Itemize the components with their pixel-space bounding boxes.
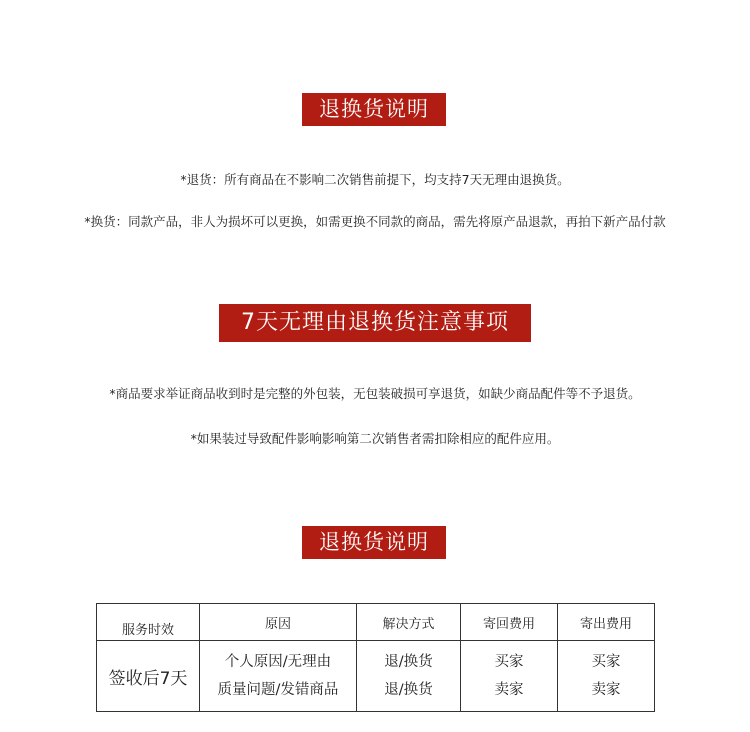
header-service-period: 服务时效 <box>97 604 200 641</box>
header-return-cost: 寄回费用 <box>461 604 558 641</box>
table-row <box>97 641 655 712</box>
header-solution: 解决方式 <box>357 604 461 641</box>
return-cost-quality: 卖家 <box>494 682 524 698</box>
service-table-banner: 退换货说明 <box>302 526 446 559</box>
solution-quality: 退/换货 <box>384 682 433 698</box>
note-accessories-text: *如果装过导致配件影响影响第二次销售者需扣除相应的配件应用。 <box>190 431 560 446</box>
reason-personal: 个人原因/无理由 <box>224 654 332 670</box>
exchange-policy-text: *换货：同款产品，非人为损坏可以更换，如需更换不同款的商品，需先将原产品退款，再拍下新产品付款 <box>84 214 666 229</box>
return-cost-cell <box>461 641 558 712</box>
service-table <box>96 603 655 712</box>
notes-banner: 7天无理由退换货注意事项 <box>219 304 531 342</box>
return-cost-personal: 买家 <box>494 654 524 670</box>
solution-personal: 退/换货 <box>384 654 433 670</box>
send-cost-quality: 卖家 <box>591 682 621 698</box>
table-header-row <box>97 604 655 641</box>
send-cost-personal: 买家 <box>591 654 621 670</box>
reason-quality: 质量问题/发错商品 <box>217 682 339 698</box>
solution-cell <box>357 641 461 712</box>
header-reason: 原因 <box>200 604 357 641</box>
note-packaging-text: *商品要求举证商品收到时是完整的外包装，无包装破损可享退货，如缺少商品配件等不予退货。 <box>109 386 641 401</box>
return-policy-text: *退货：所有商品在不影响二次销售前提下，均支持7天无理由退换货。 <box>180 172 570 187</box>
service-period-cell: 签收后7天 <box>97 641 200 712</box>
header-send-cost: 寄出费用 <box>558 604 655 641</box>
send-cost-cell <box>558 641 655 712</box>
reason-cell <box>200 641 357 712</box>
return-explanation-banner: 退换货说明 <box>302 93 446 126</box>
